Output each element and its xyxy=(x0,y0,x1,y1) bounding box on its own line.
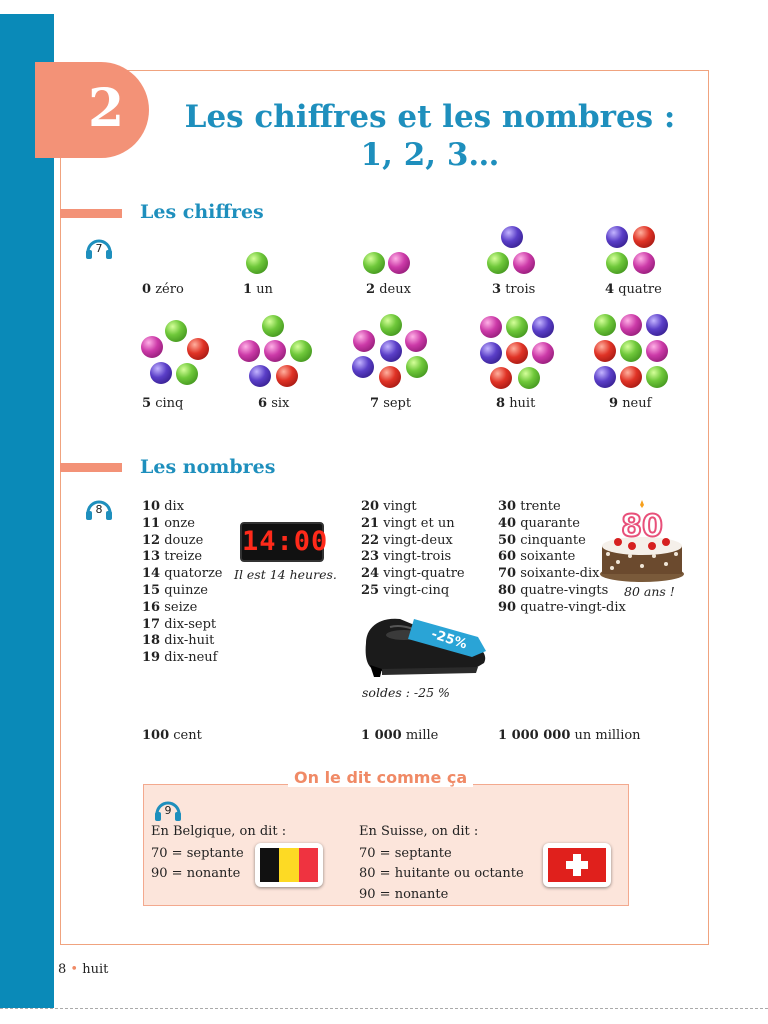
suisse-line-2: 80 = huitante ou octante xyxy=(359,866,524,881)
list-item: 13 treize xyxy=(142,549,203,565)
belgium-line-2: 90 = nonante xyxy=(151,866,241,881)
list-item: 17 dix-sept xyxy=(142,616,217,632)
list-item: 21 vingt et un xyxy=(361,515,455,531)
digit-label-9: 9 neuf xyxy=(609,396,652,411)
list-item: 40 quarante xyxy=(498,515,580,531)
audio-track-9: 9 xyxy=(164,804,172,817)
list-item: 50 cinquante xyxy=(498,532,586,548)
suisse-line-3: 90 = nonante xyxy=(359,887,449,902)
digit-label-6: 6 six xyxy=(258,396,290,411)
big-number-100: 100 cent xyxy=(142,728,202,743)
digit-label-3: 3 trois xyxy=(492,282,536,297)
shoe-tag-text: -25% xyxy=(429,626,469,653)
big-number-1000: 1 000 mille xyxy=(361,728,439,743)
list-item: 60 soixante xyxy=(498,549,576,565)
list-item: 11 onze xyxy=(142,515,195,531)
list-item: 25 vingt-cinq xyxy=(361,582,450,598)
shoe-caption: soldes : -25 % xyxy=(362,685,450,700)
cake-caption: 80 ans ! xyxy=(624,584,675,599)
page-spine xyxy=(0,14,54,1008)
birthday-cake-icon xyxy=(598,498,686,584)
digit-label-5: 5 cinq xyxy=(142,396,184,411)
page-footer xyxy=(58,962,108,977)
big-number-1000000: 1 000 000 un million xyxy=(498,728,641,743)
clock-caption: Il est 14 heures. xyxy=(234,567,337,582)
page-title xyxy=(160,98,700,174)
clock-display: 14:00 xyxy=(240,522,324,562)
digit-label-0: 0 zéro xyxy=(142,282,184,297)
list-item: 90 quatre-vingt-dix xyxy=(498,599,626,615)
audio-icon-8[interactable] xyxy=(84,494,114,524)
section-title-chiffres: Les chiffres xyxy=(140,201,264,223)
list-item: 16 seize xyxy=(142,599,198,615)
numbers-list-10-19 xyxy=(142,499,223,667)
digit-label-2: 2 deux xyxy=(366,282,411,297)
cake-number: 80 xyxy=(621,509,663,544)
suisse-line-1: 70 = septante xyxy=(359,846,452,861)
digit-label-1: 1 un xyxy=(243,282,273,297)
section-bar-nombres xyxy=(60,463,122,472)
list-item: 24 vingt-quatre xyxy=(361,566,465,582)
audio-icon-9[interactable] xyxy=(153,795,183,825)
list-item: 19 dix-neuf xyxy=(142,650,218,666)
belgium-flag-icon xyxy=(255,843,323,887)
belgium-intro: En Belgique, on dit : xyxy=(151,824,287,839)
regional-box-title: On le dit comme ça xyxy=(288,768,473,787)
list-item: 30 trente xyxy=(498,499,561,514)
numbers-list-20-25 xyxy=(361,499,465,600)
swiss-flag-icon xyxy=(543,843,611,887)
list-item: 23 vingt-trois xyxy=(361,549,452,565)
list-item: 22 vingt-deux xyxy=(361,532,453,548)
shoe-icon xyxy=(360,603,490,683)
title-line-2: 1, 2, 3… xyxy=(360,137,500,173)
list-item: 14 quatorze xyxy=(142,566,223,582)
digit-label-8: 8 huit xyxy=(496,396,536,411)
page-number: 8 xyxy=(58,962,67,977)
section-bar-chiffres xyxy=(60,209,122,218)
chapter-number: 2 xyxy=(88,78,125,139)
suisse-intro: En Suisse, on dit : xyxy=(359,824,479,839)
bottom-dashed-rule xyxy=(0,1008,768,1009)
list-item: 20 vingt xyxy=(361,499,417,514)
page-word: huit xyxy=(82,962,109,977)
audio-track-8: 8 xyxy=(95,503,103,516)
audio-icon-7[interactable] xyxy=(84,233,114,263)
digit-label-4: 4 quatre xyxy=(605,282,662,297)
bullet-icon: • xyxy=(70,962,79,977)
list-item: 70 soixante-dix xyxy=(498,566,600,582)
list-item: 10 dix xyxy=(142,499,185,514)
digit-label-7: 7 sept xyxy=(370,396,412,411)
list-item: 12 douze xyxy=(142,532,204,548)
section-title-nombres: Les nombres xyxy=(140,456,276,478)
audio-track-7: 7 xyxy=(95,242,103,255)
list-item: 15 quinze xyxy=(142,582,209,598)
title-line-1: Les chiffres et les nombres : xyxy=(184,99,676,135)
belgium-line-1: 70 = septante xyxy=(151,846,244,861)
list-item: 18 dix-huit xyxy=(142,633,215,649)
list-item: 80 quatre-vingts xyxy=(498,582,609,598)
